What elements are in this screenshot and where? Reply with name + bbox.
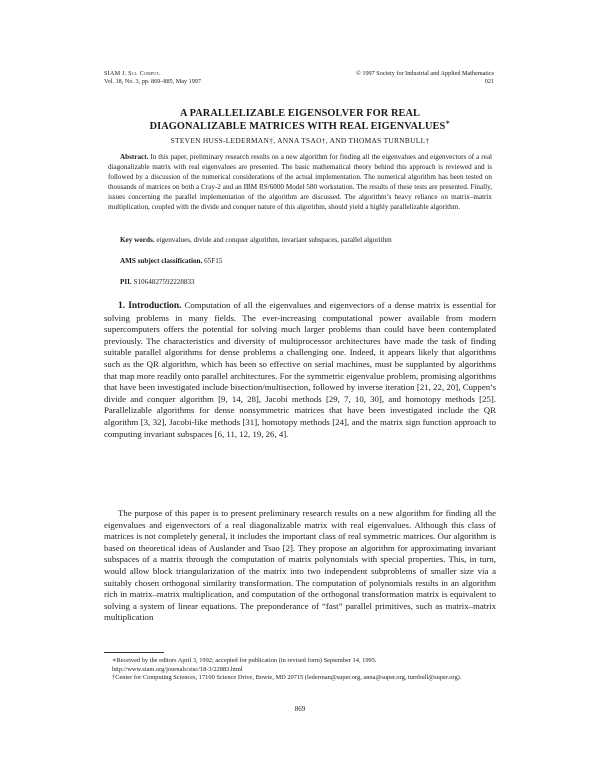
ams-text: 65F15 [204, 257, 223, 265]
page-number: 869 [294, 705, 306, 713]
running-header-left [104, 70, 201, 86]
paper-title [104, 108, 496, 133]
keywords [108, 236, 492, 246]
copyright-notice: © 1997 Society for Industrial and Applied Mathematics [356, 70, 494, 77]
footnotes [104, 657, 496, 683]
title-line-2: DIAGONALIZABLE MATRICES WITH REAL EIGENVALUES∗ [149, 118, 451, 132]
footnote-rule [104, 652, 164, 653]
pii-label: PII. [120, 278, 132, 286]
footnote-affiliation: †Center for Computing Sciences, 17100 Science Drive, Bowie, MD 20715 (lederman@super.org, anna@super.org, turnbull@super.org). [112, 674, 462, 682]
intro-paragraph-1 [104, 300, 496, 440]
abstract-label: Abstract. [120, 153, 149, 161]
title-footnote-mark: ∗ [445, 118, 451, 127]
pii-text: S1064827592228833 [133, 278, 195, 286]
intro-text-1: Computation of all the eigenvalues and eigenvectors of a dense matrix is essential for solving problems in many fields. The ever-increasing computational power available from modern supercomputers offers the potential for solving much larger problems than could have been contemplated previously. The characteristics and diversity of multiprocessor architectures have made the task of finding suitable parallel algorithms for dense problems a challenging one. Indeed, it appears likely that algorithms such as the QR algorithm, which has been so effective on serial machines, must be supplanted by algorithms that map more readily onto parallel architectures. For the symmetric eigenvalue problem, promising algorithms that have been investigated include bisection/multisection, followed by inverse iteration [21, 22, 20], Cuppen’s divide and conquer algorithm [9, 14, 28], Jacobi methods [29, 7, 10, 30], and homotopy methods [25]. Parallelizable algorithms for dense nonsymmetric matrices that have been investigated include the QR algorithm [3, 32], Jacobi-like methods [31], homotopy methods [24], and the matrix sign function approach to computing invariant subspaces [6, 11, 12, 19, 26, 4]. [104, 300, 496, 439]
running-header-right [356, 70, 494, 86]
article-number: 021 [484, 78, 494, 85]
footnote-url[interactable]: http://www.siam.org/journals/sisc/18-3/22883.html [112, 665, 243, 673]
intro-paragraph-2: The purpose of this paper is to present preliminary research results on a new algorithm for finding all the eigenvalues and eigenvectors of a real diagonalizable matrix with real eigenvalues. Although this class of matrices is not completely general, it includes the important class of real symmetric matrices. Our algorithm is based on theoretical ideas of Auslander and Tsao [2]. They propose an algorithm for approximating invariant subspaces of a matrix through the computation of matrix polynomials with special properties. This, in turn, would allow block triangularization of the matrix into two independent subproblems of smaller size via a suitably chosen orthogonal similarity transformation. The computation of polynomials results in an algorithm rich in matrix–matrix multiplication, and computation of the orthogonal transformation matrix is equivalent to solving a system of linear equations. The preponderance of “fast” parallel primitives, such as matrix–matrix multiplication [104, 508, 496, 623]
abstract-text: In this paper, preliminary research results on a new algorithm for finding all the eigenvalues and eigenvectors of a real diagonalizable matrix with real eigenvalues are presented. The basic mathematical theory behind this approach is reviewed and is followed by a discussion of the numerical considerations of the actual implementation. The numerical algorithm has been tested on thousands of matrices on both a Cray-2 and an IBM RS/6000 Model 580 workstation. The results of these tests are presented. Finally, issues concerning the parallel implementation of the algorithm are discussed. The algorithm’s heavy reliance on matrix–matrix multiplication, coupled with the divide and conquer nature of this algorithm, should yield a highly parallelizable algorithm. [108, 153, 492, 211]
ams-label: AMS subject classification. [120, 257, 203, 265]
author-list: STEVEN HUSS-LEDERMAN†, ANNA TSAO†, AND THOMAS TURNBULL† [170, 136, 430, 145]
abstract [108, 153, 492, 212]
title-line-1: A PARALLELIZABLE EIGENSOLVER FOR REAL [179, 108, 420, 119]
section-heading: 1. Introduction. [118, 301, 182, 311]
footnote-received: ∗Received by the editors April 3, 1992; accepted for publication (in revised form) September 14, 1995. [112, 657, 377, 664]
pii [108, 278, 492, 288]
keywords-label: Key words. [120, 236, 155, 244]
ams-classification [108, 257, 492, 267]
journal-name: SIAM J. Sci. Comput. [104, 70, 161, 77]
keywords-text: eigenvalues, divide and conquer algorithm, invariant subspaces, parallel algorithm [156, 236, 392, 244]
volume-info: Vol. 18, No. 3, pp. 869–885, May 1997 [104, 78, 201, 85]
